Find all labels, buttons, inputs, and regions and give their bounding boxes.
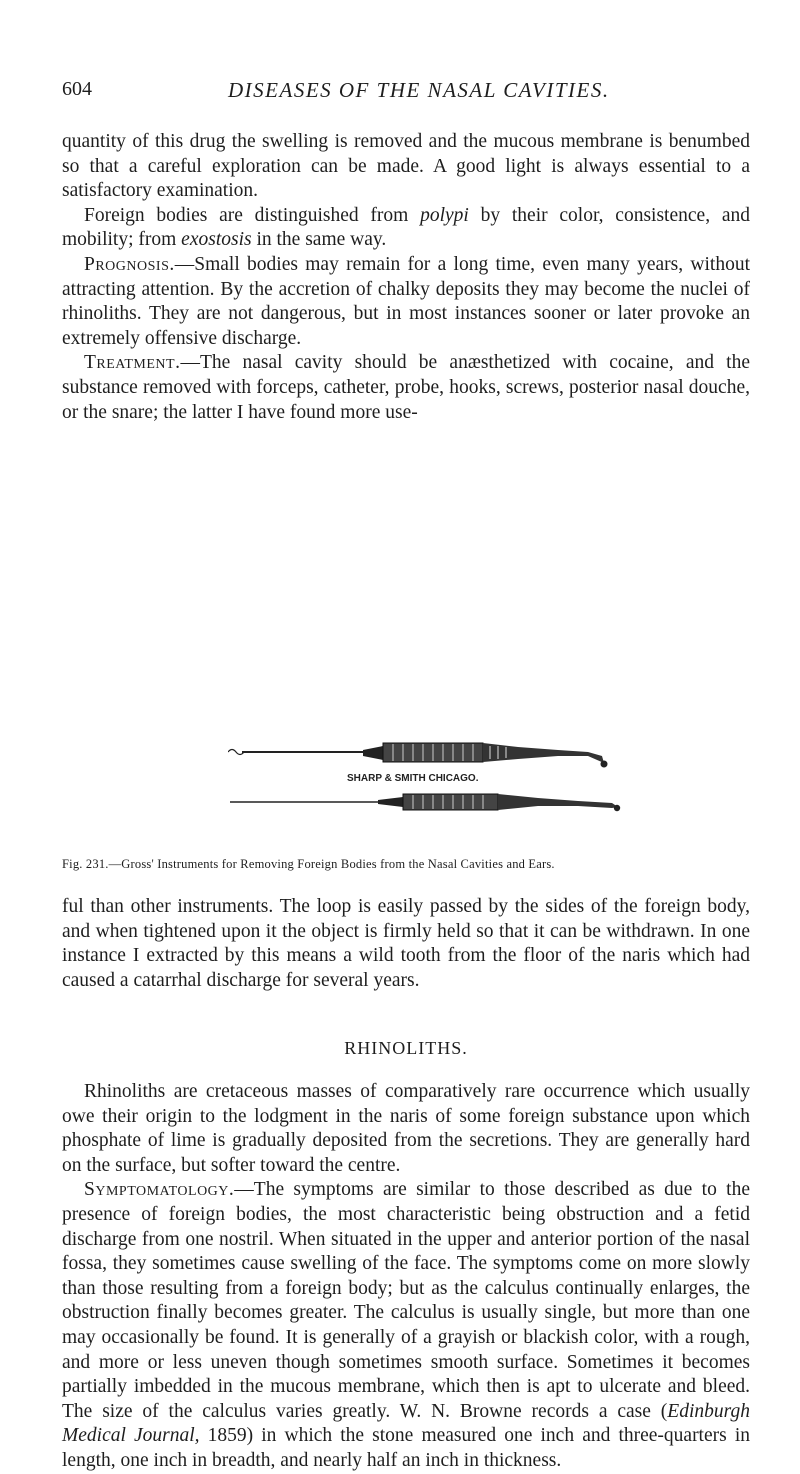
lower-instrument bbox=[230, 794, 620, 811]
figure-instruments bbox=[228, 740, 628, 835]
treatment-label: Treatment. bbox=[84, 352, 181, 374]
running-head: DISEASES OF THE NASAL CAVITIES. bbox=[228, 78, 610, 102]
upper-instrument bbox=[228, 743, 608, 768]
symptomatology-label: Symptomatology. bbox=[84, 1179, 235, 1201]
figure-caption: Fig. 231.—Gross' Instruments for Removing Foreign Bodies from the Nasal Cavities and Ears. bbox=[62, 857, 555, 871]
text-block-bottom bbox=[62, 1080, 750, 1474]
journal-title: Edinburgh Medical Journal, bbox=[62, 1400, 750, 1447]
page-header bbox=[62, 78, 762, 108]
maker-mark: SHARP & SMITH CHICAGO. bbox=[347, 773, 479, 784]
paragraph-symptomatology: Symptomatology.—The symptoms are similar to those described as due to the presence of foreign bodies, the most characteristic being obstruction and a fetid discharge from one nostril. When situated in the upper and anterior portion of the nasal fossa, they sometimes cause swelling of the face. The symptoms come on more slowly than those resulting from a foreign body; but as the calculus continually enlarges, the obstruction finally becomes greater. The calculus is usually single, but more than one may occasionally be found. It is generally of a grayish or blackish color, with a rough, and more or less uneven though sometimes smooth surface. Sometimes it becomes partially imbedded in the mucous membrane, which then is apt to ulcerate and bleed. The size of the calculus varies greatly. W. N. Browne records a case (Edinburgh Medical Journal, 1859) in which the stone measured one inch and three-quarters in length, one inch in breadth, and nearly half an inch in thickness. bbox=[62, 1179, 750, 1471]
paragraph-treatment: Treatment.—The nasal cavity should be anæsthetized with cocaine, and the substance removed with forceps, catheter, probe, hooks, screws, posterior nasal douche, or the snare; the latter I have found more use- bbox=[62, 352, 750, 423]
paragraph-rhinoliths: Rhinoliths are cretaceous masses of comparatively rare occurrence which usually owe their origin to the lodgment in the naris of some foreign substance upon which phosphate of lime is gradually deposited from the secretions. They are generally hard on the surface, but softer toward the centre. bbox=[62, 1081, 750, 1176]
paragraph-foreign-bodies: Foreign bodies are distinguished from polypi by their color, consistence, and mobility; from exostosis in the same way. bbox=[62, 204, 750, 251]
prognosis-label: Prognosis. bbox=[84, 253, 175, 275]
paragraph-prognosis: Prognosis.—Small bodies may remain for a long time, even many years, without attracting attention. By the accretion of chalky deposits they may become the nuclei of rhinoliths. They are not dangerous, but in most instances sooner or later provoke an extremely offensive discharge. bbox=[62, 253, 750, 349]
text-block-top bbox=[62, 130, 750, 425]
text-block-middle bbox=[62, 895, 750, 993]
paragraph-continuation: quantity of this drug the swelling is removed and the mucous membrane is benumbed so that a careful exploration can be made. A good light is always essential to a satisfactory examination. bbox=[62, 131, 750, 202]
section-heading: RHINOLITHS. bbox=[344, 1038, 468, 1058]
page-number: 604 bbox=[62, 78, 92, 100]
emphasis-exostosis: exostosis bbox=[181, 229, 252, 251]
emphasis-polypi: polypi bbox=[420, 204, 469, 226]
paragraph-snare: ful than other instruments. The loop is easily passed by the sides of the foreign body, and when tightened upon it the object is firmly held so that it can be withdrawn. In one instance I extracted by this means a wild tooth from the floor of the naris which had caused a catarrhal discharge for several years. bbox=[62, 896, 750, 991]
